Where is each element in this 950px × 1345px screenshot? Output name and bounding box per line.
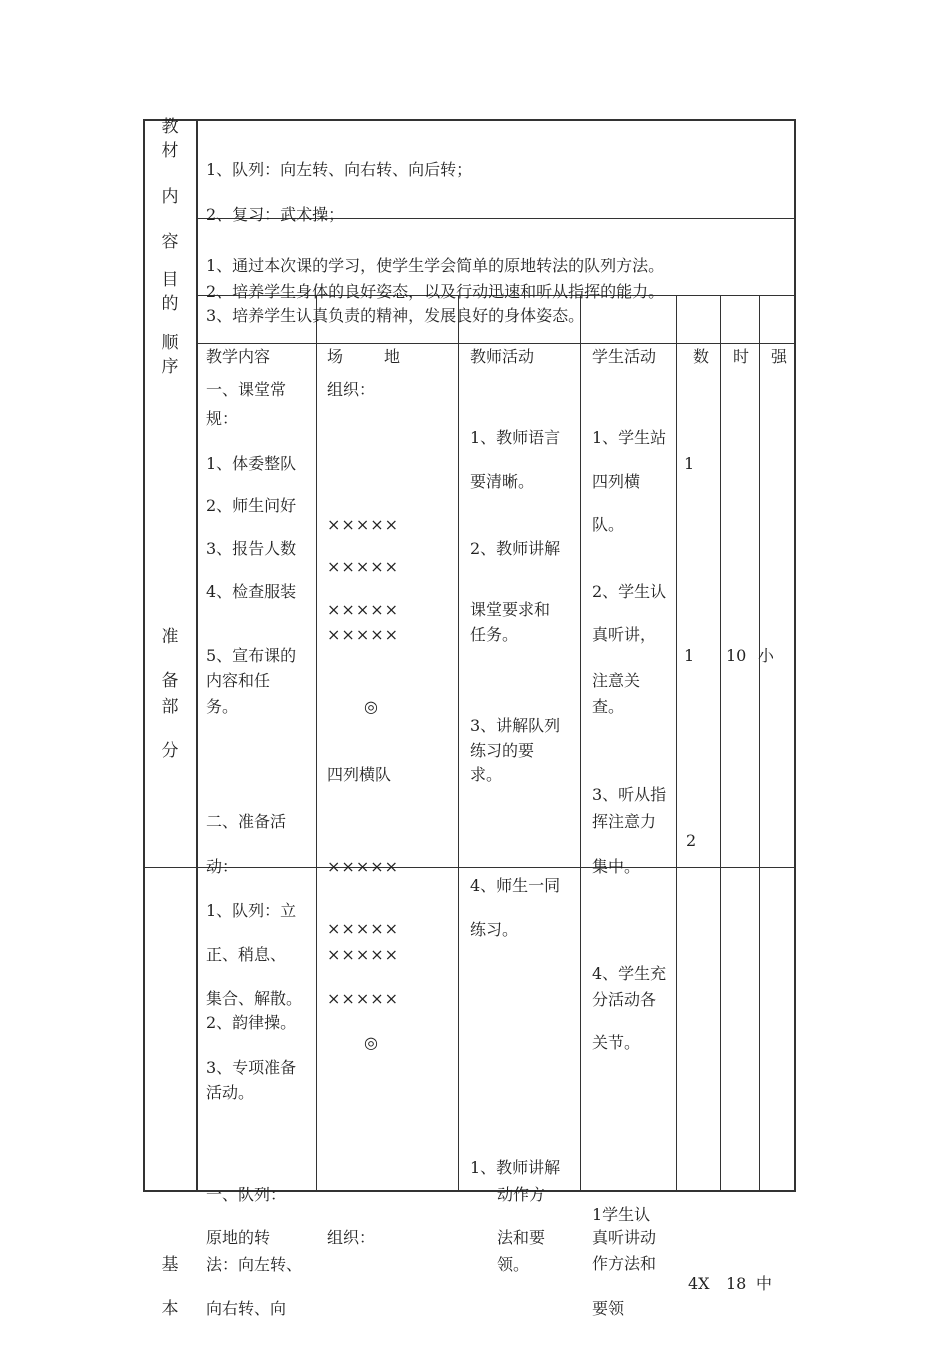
student-3b: 挥注意力 (592, 812, 657, 831)
header-content: 教学内容 (206, 347, 271, 366)
teacher-4b: 练习。 (470, 920, 519, 939)
teacher-5d: 领。 (497, 1255, 530, 1274)
routine-title-a: 一、课堂常 (206, 380, 287, 399)
teacher-1b: 要清晰。 (470, 472, 535, 491)
teacher-position-icon: ◎ (364, 1033, 378, 1052)
warmup-title-a: 二、准备活 (206, 812, 287, 831)
label-bei: 备 (161, 671, 179, 691)
warmup-3b: 活动。 (206, 1083, 255, 1102)
count-value: 1 (684, 454, 695, 473)
teacher-5c: 法和要 (497, 1228, 546, 1247)
header-time: 时 (733, 347, 750, 366)
label-fen: 分 (161, 741, 179, 761)
header-count: 数 (693, 347, 710, 366)
label-ji: 基 (161, 1255, 179, 1275)
student-4a: 4、学生充 (592, 964, 667, 983)
formation-row: ××××× (327, 857, 400, 876)
basic-b: 原地的转 (206, 1228, 271, 1247)
warmup-1a: 1、队列：立 (206, 901, 297, 920)
teacher-3c: 求。 (470, 765, 503, 784)
basic-c: 法：向左转、 (206, 1255, 303, 1274)
teacher-5a: 1、教师讲解 (470, 1158, 561, 1177)
header-venue-a: 场 (327, 347, 344, 366)
warmup-2: 2、韵律操。 (206, 1013, 297, 1032)
header-intensity: 强 (771, 347, 788, 366)
routine-item-1: 1、体委整队 (206, 454, 297, 473)
student-1a: 1、学生站 (592, 428, 667, 447)
student-3a: 3、听从指 (592, 785, 667, 804)
routine-item-3: 3、报告人数 (206, 539, 297, 558)
count-value: 1 (684, 646, 695, 665)
teacher-2c: 任务。 (470, 625, 519, 644)
objective-line-3: 3、培养学生认真负责的精神，发展良好的身体姿态。 (206, 306, 585, 325)
label-de: 的 (161, 294, 179, 314)
label-cai: 材 (161, 141, 179, 161)
header-venue-b: 地 (384, 347, 401, 366)
student-5d: 要领 (592, 1299, 625, 1318)
warmup-1b: 正、稍息、 (206, 945, 287, 964)
header-teacher: 教师活动 (470, 347, 535, 366)
basic-count: 4X (688, 1274, 710, 1293)
student-5c: 作方法和 (592, 1254, 657, 1273)
formation-row: ××××× (327, 945, 400, 964)
routine-title-b: 规： (206, 409, 239, 428)
label-bu: 部 (161, 697, 179, 717)
formation-row: ××××× (327, 625, 400, 644)
content-line-2: 2、复习：武术操； (206, 205, 345, 224)
student-2a: 2、学生认 (592, 582, 667, 601)
teacher-2a: 2、教师讲解 (470, 539, 561, 558)
label-ben: 本 (161, 1299, 179, 1319)
formation-row: ××××× (327, 919, 400, 938)
count-value: 2 (686, 831, 697, 850)
formation-label: 四列横队 (327, 765, 392, 784)
routine-item-4: 4、检查服装 (206, 582, 297, 601)
header-student: 学生活动 (592, 347, 657, 366)
student-5b: 真听讲动 (592, 1228, 657, 1247)
teacher-1a: 1、教师语言 (470, 428, 561, 447)
formation-row: ××××× (327, 515, 400, 534)
content-line-1: 1、队列：向左转、向右转、向后转； (206, 160, 473, 179)
routine-item-5a: 5、宣布课的 (206, 646, 297, 665)
label-jiao: 教 (161, 117, 179, 137)
formation-row: ××××× (327, 557, 400, 576)
warmup-3a: 3、专项准备 (206, 1058, 297, 1077)
teacher-3a: 3、讲解队列 (470, 716, 561, 735)
teacher-position-icon: ◎ (364, 697, 378, 716)
basic-a: 一、队列： (206, 1185, 287, 1204)
student-1b: 四列横 (592, 472, 641, 491)
label-nei: 内 (161, 187, 179, 207)
routine-item-5b: 内容和任 (206, 671, 271, 690)
basic-d: 向右转、向 (206, 1299, 287, 1318)
objective-line-2: 2、培养学生身体的良好姿态，以及行动迅速和听从指挥的能力。 (206, 282, 665, 301)
routine-item-2: 2、师生问好 (206, 496, 297, 515)
warmup-1c: 集合、解散。 (206, 989, 303, 1008)
formation-row: ××××× (327, 600, 400, 619)
student-4c: 关节。 (592, 1033, 641, 1052)
label-mu: 目 (161, 270, 179, 290)
teacher-2b: 课堂要求和 (470, 600, 551, 619)
student-5a: 1学生认 (592, 1205, 651, 1224)
label-xu: 序 (161, 357, 179, 377)
teacher-4a: 4、师生一同 (470, 876, 561, 895)
formation-row: ××××× (327, 989, 400, 1008)
warmup-title-b: 动： (206, 857, 239, 876)
label-rong: 容 (161, 232, 179, 252)
objective-line-1: 1、通过本次课的学习，使学生学会简单的原地转法的队列方法。 (206, 256, 665, 275)
basic-time: 18 (726, 1274, 747, 1293)
student-3c: 集中。 (592, 857, 641, 876)
routine-item-5c: 务。 (206, 697, 239, 716)
student-2c: 注意关 (592, 671, 641, 690)
label-zhun: 准 (161, 627, 179, 647)
time-value: 10 (726, 646, 747, 665)
venue-org-1: 组织： (327, 380, 376, 399)
teacher-5b: 动作方 (497, 1185, 546, 1204)
teacher-3b: 练习的要 (470, 741, 535, 760)
student-2d: 查。 (592, 697, 625, 716)
student-1c: 队。 (592, 515, 625, 534)
basic-intensity: 中 (756, 1274, 773, 1293)
student-2b: 真听讲， (592, 625, 657, 644)
student-4b: 分活动各 (592, 990, 657, 1009)
label-shun: 顺 (161, 333, 179, 353)
venue-org-2: 组织： (327, 1228, 376, 1247)
intensity-value: 小 (758, 646, 775, 665)
